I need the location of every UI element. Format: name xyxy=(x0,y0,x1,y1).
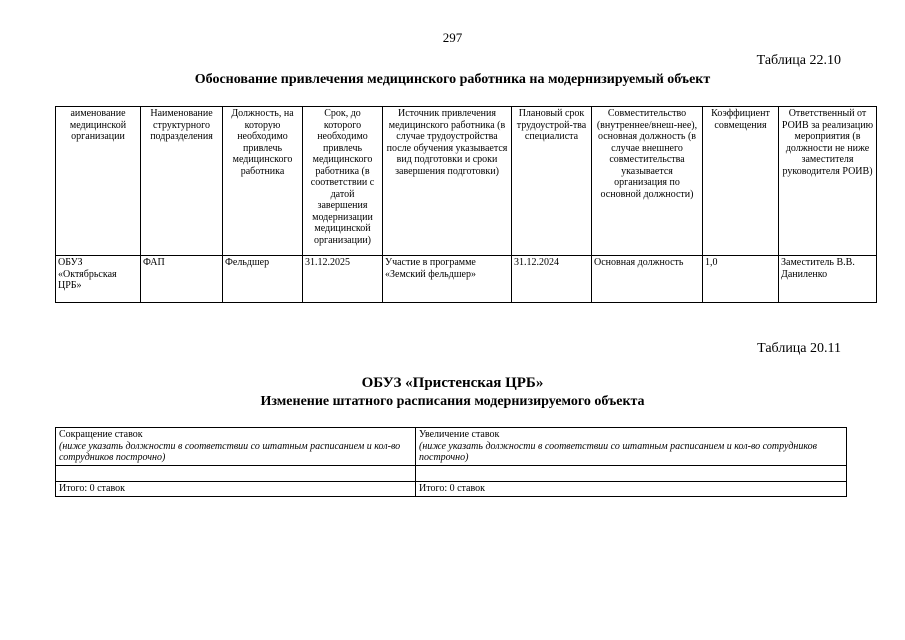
table-cell xyxy=(56,465,416,481)
header-cell: Источник привлечения медицинского работника (в случае трудоустройства после обучения указывается вид подготовки и сроки завершения подготовки) xyxy=(383,107,512,256)
table-cell: Фельдшер xyxy=(223,256,303,303)
reduction-note: (ниже указать должности в соответствии со штатным расписанием и кол-во сотрудников построчно) xyxy=(59,440,401,463)
reduction-header: Сокращение ставок xyxy=(59,429,143,440)
page-number: 297 xyxy=(442,30,463,45)
table-20-11-subtitle: Изменение штатного расписания модернизируемого объекта xyxy=(260,394,645,409)
total-row xyxy=(56,481,847,496)
table-cell xyxy=(416,465,847,481)
table-cell: 31.12.2025 xyxy=(303,256,383,303)
table-cell: ФАП xyxy=(141,256,223,303)
header-cell: Ответственный от РОИВ за реализацию мероприятия (в должности не ниже заместителя руководителя РОИВ) xyxy=(779,107,877,256)
empty-row xyxy=(56,465,847,481)
header-cell: Совместительство (внутреннее/внеш-нее), основная должность (в случае внешнего совместительства указывается организация по основной должности) xyxy=(592,107,703,256)
table-cell: Основная должность xyxy=(592,256,703,303)
table-cell: Заместитель В.В. Даниленко xyxy=(779,256,877,303)
header-cell: аименование медицинской организации xyxy=(56,107,141,256)
reduction-total: Итого: 0 ставок xyxy=(56,481,416,496)
header-cell: Срок, до которого необходимо привлечь медицинского работника (в соответствии с датой завершения модернизации медицинской организации) xyxy=(303,107,383,256)
increase-note: (ниже указать должности в соответствии со штатным расписанием и кол-во сотрудников построчно) xyxy=(419,440,818,463)
table-cell: ОБУЗ «Октябрьская ЦРБ» xyxy=(56,256,141,303)
header-cell: Плановый срок трудоустрой-тва специалиста xyxy=(512,107,592,256)
table-cell: 31.12.2024 xyxy=(512,256,592,303)
reduction-header-cell xyxy=(56,428,416,466)
table-row xyxy=(56,256,877,303)
staff-attraction-table xyxy=(55,106,877,303)
header-cell: Должность, на которую необходимо привлечь медицинского работника xyxy=(223,107,303,256)
table-20-11-org-title: ОБУЗ «Пристенская ЦРБ» xyxy=(361,375,544,391)
staffing-change-table xyxy=(55,427,847,497)
header-cell: Наименование структурного подразделения xyxy=(141,107,223,256)
increase-header: Увеличение ставок xyxy=(419,429,500,440)
table-cell: Участие в программе «Земский фельдшер» xyxy=(383,256,512,303)
table-22-10-title: Обоснование привлечения медицинского работника на модернизируемый объект xyxy=(194,72,711,87)
table-cell: 1,0 xyxy=(703,256,779,303)
table-22-10-label: Таблица 22.10 xyxy=(756,53,841,68)
table-header-row xyxy=(56,107,877,256)
table-20-11-label: Таблица 20.11 xyxy=(757,341,841,356)
header-cell: Коэффициент совмещения xyxy=(703,107,779,256)
table-header-row xyxy=(56,428,847,466)
increase-total: Итого: 0 ставок xyxy=(416,481,847,496)
increase-header-cell xyxy=(416,428,847,466)
